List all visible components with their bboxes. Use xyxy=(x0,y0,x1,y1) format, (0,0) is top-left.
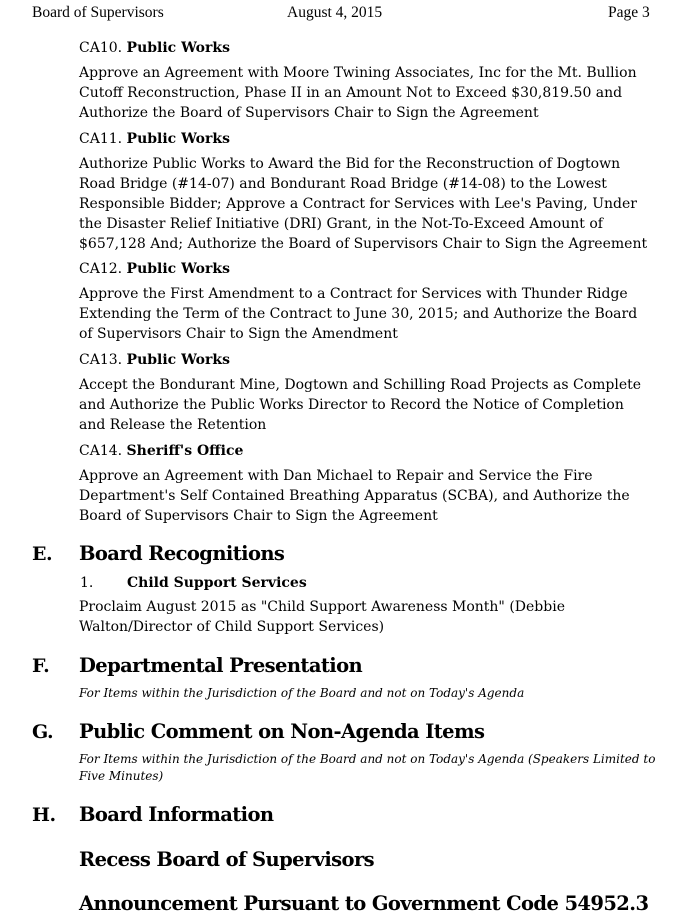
text-line: Board of Supervisors Chair to Sign the Agreement xyxy=(79,507,438,524)
text-line: Walton/Director of Child Support Services) xyxy=(79,618,385,635)
consent-item-ca11-text xyxy=(79,155,659,255)
text-line: Proclaim August 2015 as "Child Support Awareness Month" (Debbie xyxy=(79,599,565,615)
section-g-title: Public Comment on Non-Agenda Items xyxy=(79,720,485,743)
consent-item-ca13-text xyxy=(79,376,659,436)
recognition-item-text xyxy=(79,598,659,638)
consent-item-ca11-heading xyxy=(79,131,230,147)
consent-item-ca12-text xyxy=(79,285,659,345)
text-line: the Disaster Relief Initiative (DRI) Grant, in the Not-To-Exceed Amount of xyxy=(79,215,603,232)
text-line: Accept the Bondurant Mine, Dogtown and Schilling Road Projects as Complete xyxy=(79,377,642,393)
item-number: CA11. xyxy=(79,131,123,147)
item-number: CA12. xyxy=(79,261,123,277)
section-h-letter: H. xyxy=(32,804,56,826)
header-date: August 4, 2015 xyxy=(287,4,383,21)
text-line: Road Bridge (#14-07) and Bondurant Road Bridge (#14-08) to the Lowest xyxy=(79,175,607,192)
text-line: Department's Self Contained Breathing Apparatus (SCBA), and Authorize the xyxy=(79,487,630,504)
item-number: CA13. xyxy=(79,352,123,368)
text-line: Authorize the Board of Supervisors Chair to Sign the Agreement xyxy=(79,104,539,121)
recognition-item-title: Child Support Services xyxy=(127,575,307,591)
text-line: Approve an Agreement with Dan Michael to Repair and Service the Fire xyxy=(79,468,593,484)
section-g-note xyxy=(79,751,659,785)
consent-item-ca10-text xyxy=(79,64,659,124)
item-department: Public Works xyxy=(126,261,230,277)
consent-item-ca10-heading xyxy=(79,40,230,56)
recess-heading: Recess Board of Supervisors xyxy=(79,848,374,871)
announcement-heading: Announcement Pursuant to Government Code 54952.3 xyxy=(79,892,649,915)
text-line: Extending the Term of the Contract to June 30, 2015; and Authorize the Board xyxy=(79,305,638,322)
recognition-item-number: 1. xyxy=(80,575,94,591)
section-e-title: Board Recognitions xyxy=(79,542,285,565)
text-line: Authorize Public Works to Award the Bid for the Reconstruction of Dogtown xyxy=(79,156,621,172)
item-number: CA10. xyxy=(79,40,123,56)
text-line: Cutoff Reconstruction, Phase II in an Amount Not to Exceed $30,819.50 and xyxy=(79,84,623,101)
text-line: Approve an Agreement with Moore Twining Associates, Inc for the Mt. Bullion xyxy=(79,65,637,81)
section-h-title: Board Information xyxy=(79,803,274,826)
header-page-number: Page 3 xyxy=(608,4,650,21)
item-department: Public Works xyxy=(126,352,230,368)
note-line: For Items within the Jurisdiction of the Board and not on Today's Agenda (Speakers Limited to xyxy=(79,752,656,766)
consent-item-ca12-heading xyxy=(79,261,230,277)
header-board-name: Board of Supervisors xyxy=(32,4,164,21)
section-g-letter: G. xyxy=(32,721,54,743)
text-line: of Supervisors Chair to Sign the Amendment xyxy=(79,325,398,342)
section-f-letter: F. xyxy=(32,655,50,677)
item-department: Public Works xyxy=(126,40,230,56)
note-line: Five Minutes) xyxy=(79,769,164,783)
text-line: and Release the Retention xyxy=(79,416,267,433)
text-line: and Authorize the Public Works Director to Record the Notice of Completion xyxy=(79,396,624,413)
consent-item-ca14-text xyxy=(79,467,659,527)
section-e-letter: E. xyxy=(32,543,53,565)
text-line: $657,128 And; Authorize the Board of Supervisors Chair to Sign the Agreement xyxy=(79,235,648,252)
section-f-note: For Items within the Jurisdiction of the Board and not on Today's Agenda xyxy=(79,686,525,700)
item-department: Sheriff's Office xyxy=(126,443,244,459)
consent-item-ca14-heading xyxy=(79,443,243,459)
text-line: Approve the First Amendment to a Contract for Services with Thunder Ridge xyxy=(79,286,628,302)
section-f-title: Departmental Presentation xyxy=(79,654,363,677)
item-department: Public Works xyxy=(126,131,230,147)
item-number: CA14. xyxy=(79,443,123,459)
text-line: Responsible Bidder; Approve a Contract for Services with Lee's Paving, Under xyxy=(79,195,637,212)
consent-item-ca13-heading xyxy=(79,352,230,368)
